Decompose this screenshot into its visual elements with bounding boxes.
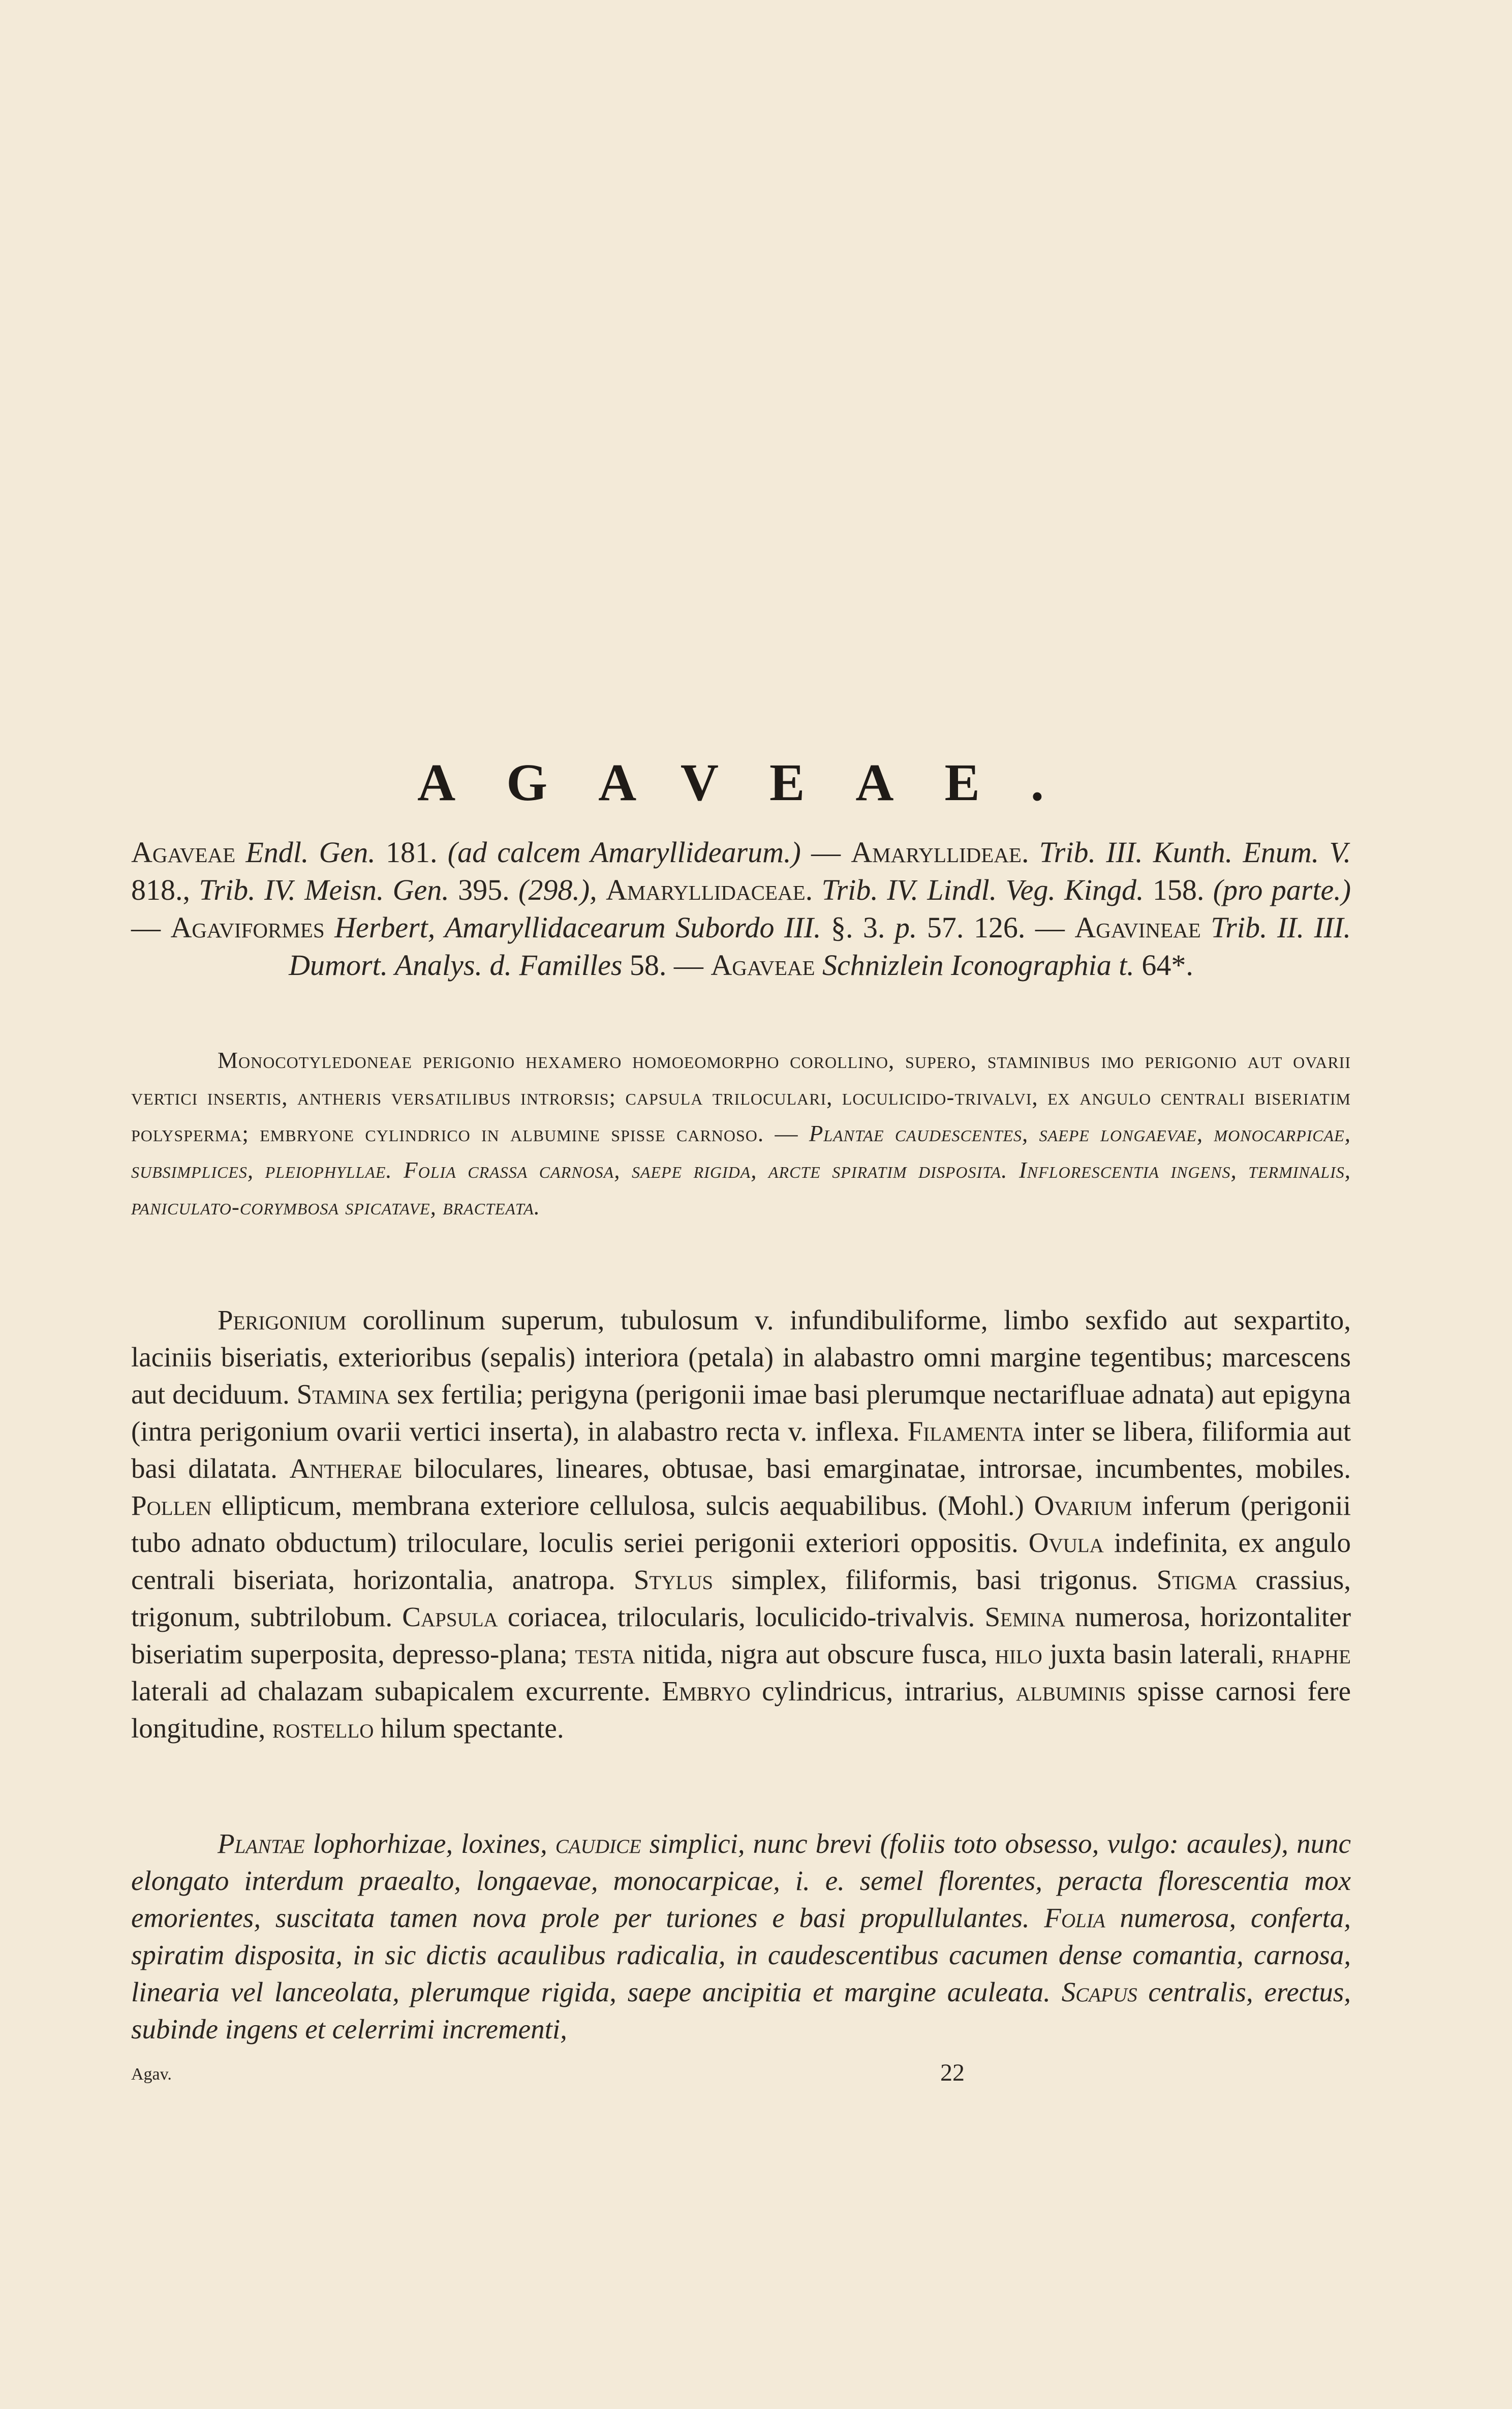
description-text: sex fertilia; perigyna (perigonii imae basi plerumque nectarifluae adnata) aut epigyna (intra perigonium ovarii vertici inserta), in alabastro recta v. inflexa.	[131, 1379, 1351, 1447]
description-text: corollinum superum, tubulosum v. infundibuliforme, limbo sexfido aut sexpartito, laciniis biseriatis, exterioribus (sepalis) interiora (petala) in alabastro omni margine tegentibus; marcescens aut deciduum.	[131, 1304, 1351, 1410]
term-albuminis: albuminis	[1015, 1675, 1126, 1706]
synonym-citation: Trib. III. Kunth. Enum. V.	[1029, 836, 1351, 869]
plantae-paragraph	[131, 1825, 1351, 2048]
term-stylus: Stylus	[633, 1564, 714, 1595]
plantae-text: numerosa, conferta, spiratim disposita, in sic dictis acaulibus radicalia, in caudescentibus cacumen dense comantia, carnosa, linearia vel lanceolata, plerumque rigida, saepe ancipitia et margine aculeata.	[131, 1902, 1351, 2007]
description-text: nitida, nigra aut obscure fusca,	[635, 1638, 995, 1669]
term-rhaphe: rhaphe	[1271, 1638, 1351, 1669]
synonym-citation: Herbert, Amaryllidacearum Subordo III.	[324, 911, 821, 944]
term-pollen: Pollen	[131, 1490, 212, 1521]
synonym-citation: Trib. IV. Lindl. Veg. Kingd.	[813, 873, 1144, 906]
description-text: biloculares, lineares, obtusae, basi emarginatae, introrsae, incumbentes, mobiles.	[402, 1453, 1351, 1484]
term-hilo: hilo	[995, 1638, 1042, 1669]
description-text: hilum spectante.	[374, 1713, 564, 1744]
term-ovula: Ovula	[1028, 1527, 1104, 1558]
separator: —	[800, 836, 851, 869]
term-semina: Semina	[984, 1601, 1065, 1632]
term-testa: testa	[575, 1638, 635, 1669]
synonym-name: Amaryllideae.	[851, 836, 1029, 869]
term-caudice: caudice	[555, 1828, 641, 1859]
synonym-ref: 57. 126. —	[917, 911, 1075, 944]
term-stigma: Stigma	[1156, 1564, 1238, 1595]
description-text: crassius, trigonum, subtrilobum.	[131, 1564, 1351, 1632]
synonym-ref: 158.	[1144, 873, 1213, 906]
page-title: AGAVEAE.	[417, 753, 1095, 812]
plantae-text: simplici, nunc brevi (foliis toto obsesso, vulgo: acaules), nunc elongato interdum praealto, longaevae, monocarpicae, i. e. semel florentes, peracta florescentia mox emorientes, suscitata tamen nova prole per turiones e basi propullulantes.	[131, 1828, 1351, 1933]
description-text: simplex, filiformis, basi trigonus.	[713, 1564, 1157, 1595]
description-text: ellipticum, membrana exteriore cellulosa, sulcis aequabilibus. (Mohl.)	[211, 1490, 1034, 1521]
synonym-ref: §. 3.	[821, 911, 895, 944]
synonym-name: Amaryllidaceae.	[606, 873, 813, 906]
plantae-text: lophorhizae, loxines,	[304, 1828, 556, 1859]
term-capsula: Capsula	[402, 1601, 498, 1632]
diagnosis-paragraph	[131, 1042, 1351, 1225]
synonym-citation: p.	[894, 911, 917, 944]
description-text: numerosa, horizontaliter biseriatim superposita, depresso-plana;	[131, 1601, 1351, 1669]
synonym-citation: Trib. IV. Meisn. Gen.	[199, 873, 449, 906]
page-number: 22	[940, 2059, 965, 2086]
description-text: juxta basin laterali,	[1042, 1638, 1272, 1669]
term-scapus: Scapus	[1061, 1976, 1137, 2007]
term-filamenta: Filamenta	[907, 1416, 1025, 1447]
term-plantae: Plantae	[218, 1828, 305, 1859]
description-text: cylindricus, intrarius,	[750, 1675, 1016, 1706]
term-embryo: Embryo	[662, 1675, 751, 1706]
term-folia: Folia	[1044, 1902, 1105, 1933]
description-text: indefinita, ex angulo centrali biseriata, horizontalia, anatropa.	[131, 1527, 1351, 1595]
synonym-ref: 818.,	[131, 873, 199, 906]
synonym-note: (298.),	[518, 873, 597, 906]
synonym-name: Agaviformes	[170, 911, 325, 944]
description-text: spisse carnosi fere longitudine,	[131, 1675, 1351, 1744]
term-stamina: Stamina	[296, 1379, 390, 1410]
synonym-ref: 181.	[375, 836, 448, 869]
synonym-name: Agaveae	[711, 949, 815, 982]
description-text: inferum (perigonii tubo adnato obductum) triloculare, loculis seriei perigonii exteriori oppositis.	[131, 1490, 1351, 1558]
term-rostello: rostello	[272, 1713, 374, 1744]
synonym-name: Agavineae	[1074, 911, 1201, 944]
term-ovarium: Ovarium	[1034, 1490, 1132, 1521]
synonym-note: (pro parte.)	[1213, 873, 1351, 906]
description-paragraph	[131, 1301, 1351, 1747]
synonym-citation: Schnizlein Iconographia t.	[815, 949, 1134, 982]
term-antherae: Antherae	[289, 1453, 403, 1484]
term-perigonium: Perigonium	[218, 1304, 347, 1335]
synonymy-paragraph	[131, 834, 1351, 984]
synonym-ref: 395.	[449, 873, 519, 906]
synonym-ref: 58. —	[622, 949, 711, 982]
description-text: laterali ad chalazam subapicalem excurrente.	[131, 1675, 662, 1706]
diagnosis-habit-text: Plantae caudescentes, saepe longaevae, monocarpicae, subsimplices, pleiophyllae. Folia crassa carnosa, saepe rigida, arcte spiratim disposita. Inflorescentia ingens, terminalis, paniculato-corymbosa spicatave, bracteata.	[131, 1121, 1351, 1219]
footer-signature: Agav.	[131, 2065, 172, 2084]
separator: —	[131, 911, 171, 944]
synonym-ref: 64*.	[1134, 949, 1193, 982]
plantae-text: centralis, erectus, subinde ingens et celerrimi incrementi,	[131, 1976, 1351, 2045]
synonym-citation: Endl. Gen.	[245, 836, 376, 869]
synonym-name: Agaveae	[131, 836, 236, 869]
synonym-citation: Trib. II. III. Dumort. Analys. d. Familles	[289, 911, 1351, 982]
synonym-note: (ad calcem Amaryllidearum.)	[447, 836, 801, 869]
description-text: coriacea, trilocularis, loculicido-trivalvis.	[498, 1601, 985, 1632]
space	[597, 873, 606, 906]
description-text: inter se libera, filiformia aut basi dilatata.	[131, 1416, 1351, 1484]
diagnosis-text: Monocotyledoneae perigonio hexamero homoeomorpho corollino, supero, staminibus imo perigonio aut ovarii vertici insertis, antheris versatilibus introrsis; capsula triloculari, loculicido-trivalvi, ex angulo centrali biseriatim polysperma; embryone cylindrico in albumine spisse carnoso. —	[131, 1048, 1351, 1146]
